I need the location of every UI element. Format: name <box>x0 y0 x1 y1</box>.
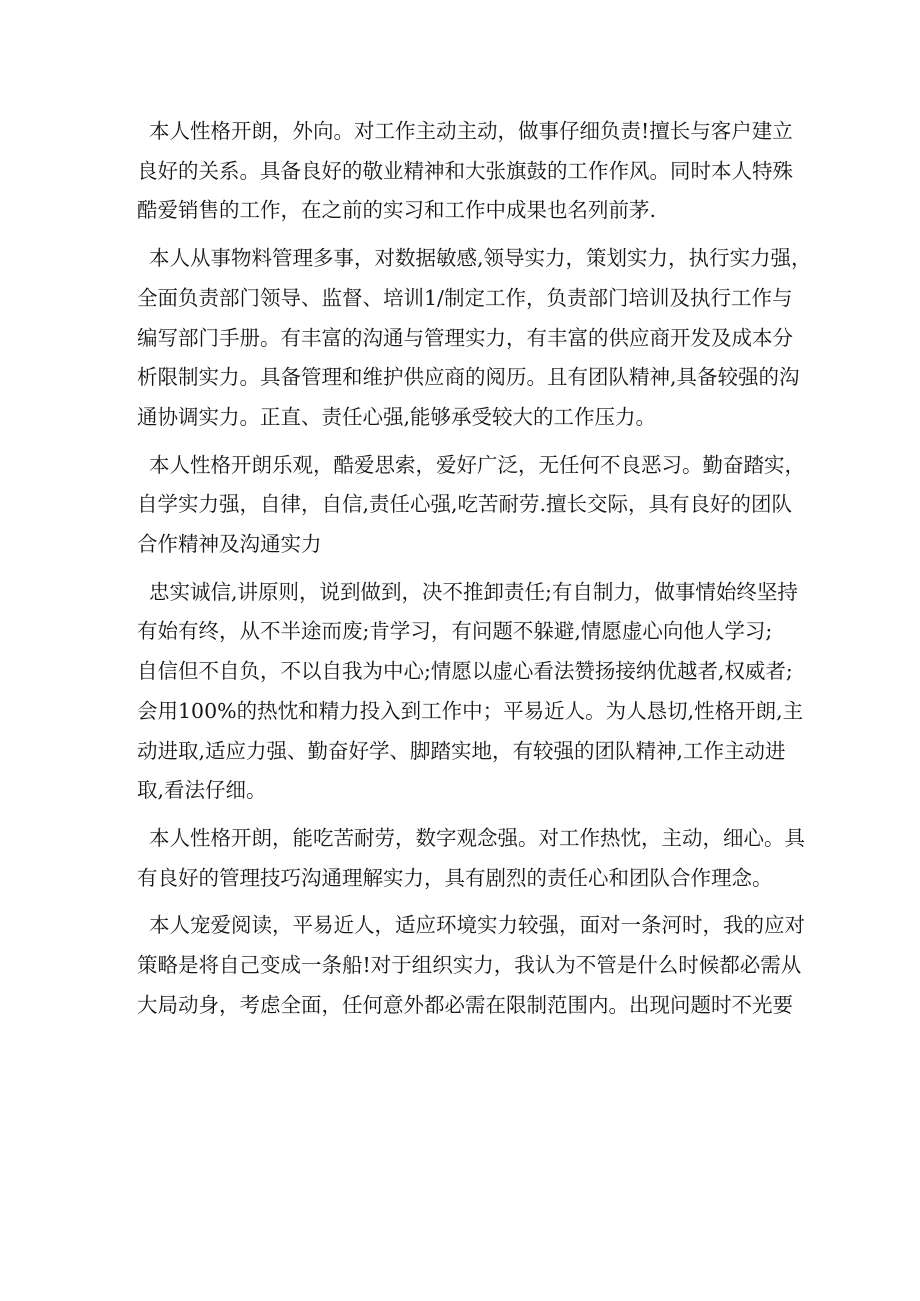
text-line: 本人性格开朗乐观，酷爱思索，爱好广泛，无任何不良恶习。勤奋踏实， <box>149 452 805 477</box>
text-line: 本人宠爱阅读，平易近人，适应环境实力较强，面对一条河时，我的应对 <box>149 913 805 938</box>
paragraph-1 <box>137 112 795 231</box>
text-line: 合作精神及沟通实力 <box>137 532 322 557</box>
document-body <box>137 112 812 1033</box>
text-line: 酷爱销售的工作，在之前的实习和工作中成果也名列前茅. <box>137 198 657 223</box>
text-line: 有良好的管理技巧沟通理解实力，具有剧烈的责任心和团队合作理念。 <box>137 865 773 890</box>
text-line: 本人性格开朗，外向。对工作主动主动，做事仔细负责!擅长与客户建立 <box>149 119 793 143</box>
text-line: 本人性格开朗，能吃苦耐劳，数字观念强。对工作热忱，主动，细心。具 <box>149 825 805 850</box>
text-line: 编写部门手册。有丰富的沟通与管理实力，有丰富的供应商开发及成本分 <box>137 325 793 350</box>
paragraph-6 <box>137 906 805 1025</box>
text-line: 忠实诚信,讲原则，说到做到，决不推卸责任;有自制力，做事情始终坚持 <box>149 579 798 604</box>
paragraph-3 <box>137 446 805 565</box>
text-line: 自学实力强，自律，自信,责任心强,吃苦耐劳.擅长交际，具有良好的团队 <box>137 492 793 517</box>
paragraph-2 <box>137 239 812 438</box>
text-line: 通协调实力。正直、责任心强,能够承受较大的工作压力。 <box>137 404 657 429</box>
text-line: 自信但不自负，不以自我为中心;情愿以虚心看法赞扬接纳优越者,权威者; <box>137 659 793 684</box>
text-line: 会用100%的热忱和精力投入到工作中；平易近人。为人恳切,性格开朗,主 <box>137 698 804 723</box>
text-line: 有始有终，从不半途而废;肯学习，有问题不躲避,情愿虚心向他人学习; <box>137 619 773 644</box>
text-line: 全面负责部门领导、监督、培训1/制定工作，负责部门培训及执行工作与 <box>137 285 793 310</box>
text-line: 本人从事物料管理多事，对数据敏感,领导实力，策划实力，执行实力强， <box>149 246 812 271</box>
text-line: 动进取,适应力强、勤奋好学、脚踏实地，有较强的团队精神,工作主动进 <box>137 738 786 763</box>
text-line: 大局动身，考虑全面，任何意外都必需在限制范围内。出现问题时不光要 <box>137 992 793 1017</box>
paragraph-4 <box>137 573 804 811</box>
text-line: 析限制实力。具备管理和维护供应商的阅历。且有团队精神,具备较强的沟 <box>137 365 800 390</box>
text-line: 良好的关系。具备良好的敬业精神和大张旗鼓的工作作风。同时本人特殊 <box>137 158 793 183</box>
paragraph-5 <box>137 819 805 898</box>
text-line: 取,看法仔细。 <box>137 778 267 803</box>
text-line: 策略是将自己变成一条船!对于组织实力，我认为不管是什么时候都必需从 <box>137 953 802 978</box>
